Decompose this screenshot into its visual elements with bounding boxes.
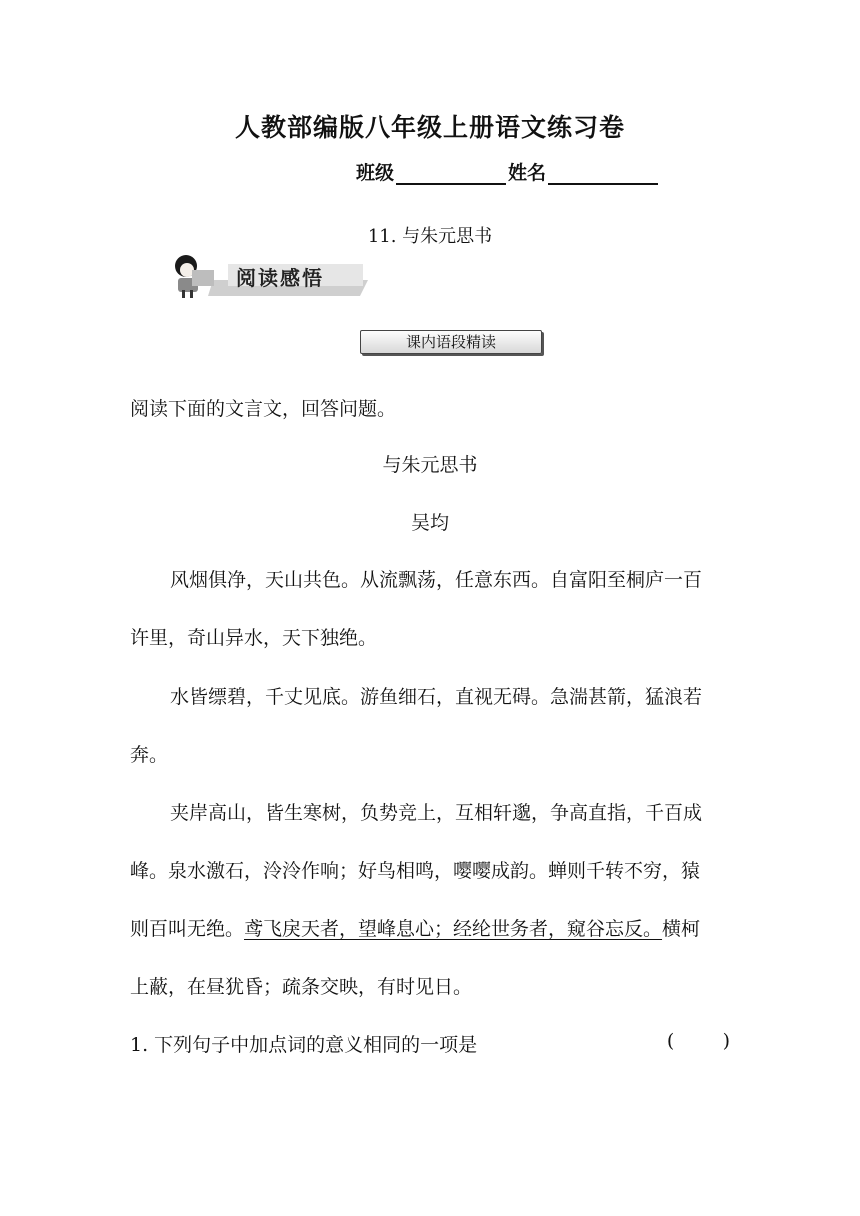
banner-label: 阅读感悟 xyxy=(236,266,324,290)
text-segment: 则百叫无绝。 xyxy=(130,918,245,940)
reading-banner xyxy=(168,250,368,300)
name-label: 姓名 xyxy=(508,162,547,184)
text-line-mixed xyxy=(130,916,730,942)
text-line: 风烟俱净，天山共色。从流飘荡，任意东西。自富阳至桐庐一百 xyxy=(170,569,703,591)
underlined-sentence: 鸢飞戾天者，望峰息心；经纶世务者，窥谷忘反。 xyxy=(244,918,663,940)
class-label: 班级 xyxy=(356,162,395,184)
text-segment: 横柯 xyxy=(662,918,701,940)
text-line: 上蔽，在昼犹昏；疏条交映，有时见日。 xyxy=(130,976,473,998)
answer-bracket[interactable]: ( ) xyxy=(666,1030,730,1052)
instruction: 阅读下面的文言文，回答问题。 xyxy=(130,398,397,420)
text-line: 奔。 xyxy=(130,744,169,766)
question-1 xyxy=(130,1030,730,1057)
name-blank[interactable] xyxy=(548,161,658,185)
question-text: 1. 下列句子中加点词的意义相同的一项是 xyxy=(130,1034,478,1056)
page-title: 人教部编版八年级上册语文练习卷 xyxy=(234,113,625,142)
text-author: 吴均 xyxy=(410,512,449,534)
text-line: 水皆缥碧，千丈见底。游鱼细石，直视无碍。急湍甚箭，猛浪若 xyxy=(170,686,703,708)
text-line: 夹岸高山，皆生寒树，负势竞上，互相轩邈，争高直指，千百成 xyxy=(170,802,703,824)
student-info-row xyxy=(356,158,660,185)
lesson-title: 11. 与朱元思书 xyxy=(367,226,493,247)
text-line: 峰。泉水激石，泠泠作响；好鸟相鸣，嘤嘤成韵。蝉则千转不穷，猿 xyxy=(130,860,701,882)
section-label: 课内语段精读 xyxy=(360,330,542,354)
text-title: 与朱元思书 xyxy=(382,454,478,476)
class-blank[interactable] xyxy=(396,161,506,185)
text-line: 许里，奇山异水，天下独绝。 xyxy=(130,627,378,649)
